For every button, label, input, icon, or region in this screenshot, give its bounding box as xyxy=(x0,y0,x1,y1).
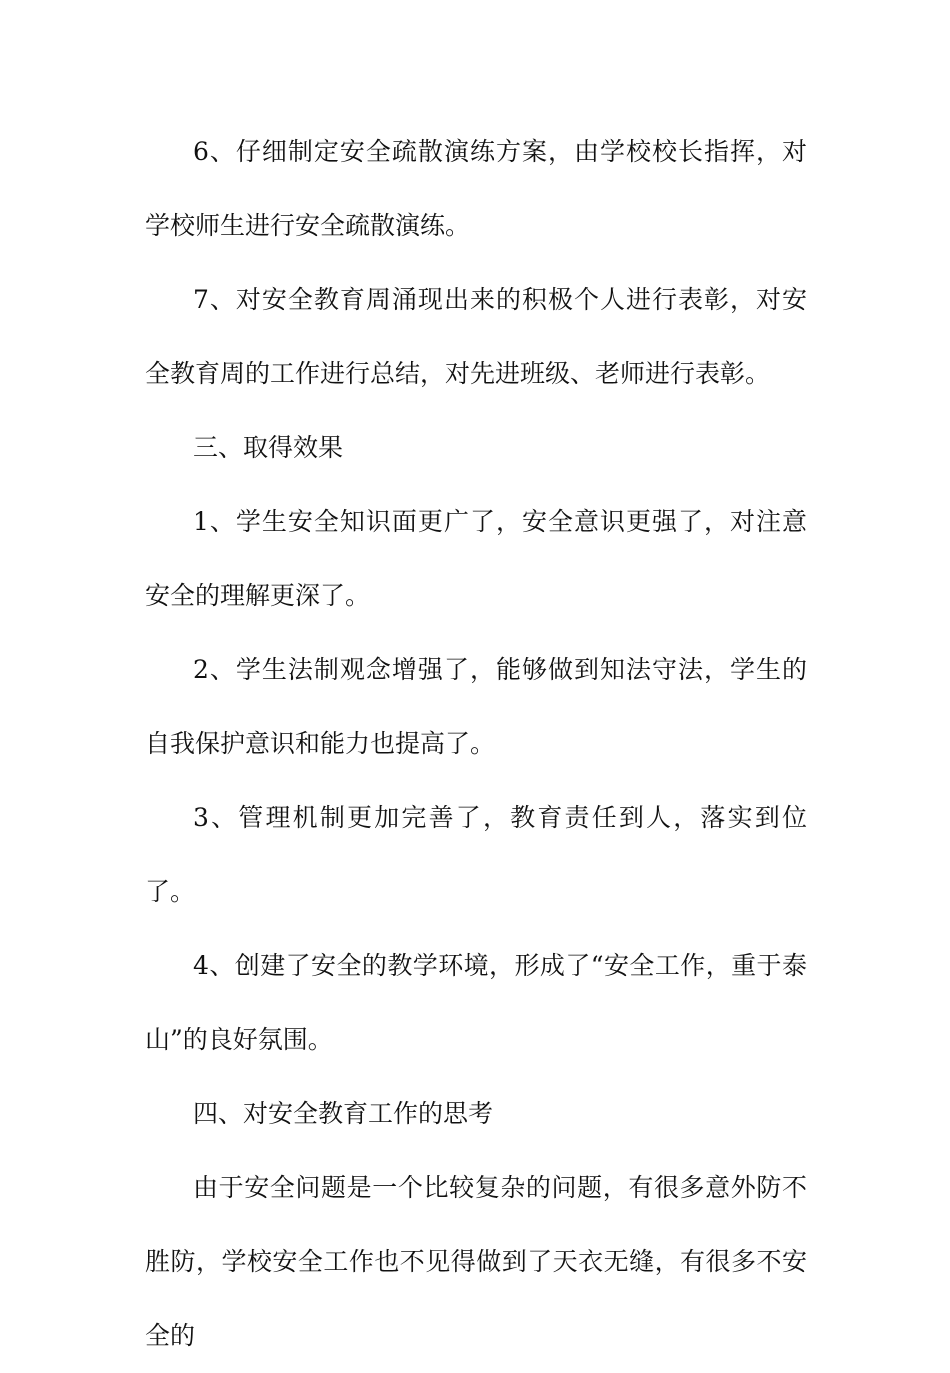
paragraph-reflection: 由于安全问题是一个比较复杂的问题，有很多意外防不胜防，学校安全工作也不见得做到了天衣无缝，有很多不安全的 xyxy=(145,1173,807,1350)
section-heading-results: 三、取得效果 xyxy=(193,433,344,462)
section-heading-reflection: 四、对安全教育工作的思考 xyxy=(193,1099,494,1128)
paragraph-item-6: 6、仔细制定安全疏散演练方案，由学校校长指挥，对学校师生进行安全疏散演练。 xyxy=(145,137,807,240)
paragraph-result-1: 1、学生安全知识面更广了，安全意识更强了，对注意安全的理解更深了。 xyxy=(145,507,807,610)
paragraph-result-3: 3、管理机制更加完善了，教育责任到人，落实到位了。 xyxy=(145,803,807,906)
paragraph-result-4: 4、创建了安全的教学环境，形成了“安全工作，重于泰山”的良好氛围。 xyxy=(145,951,807,1054)
document-body xyxy=(145,115,807,1373)
paragraph-item-7: 7、对安全教育周涌现出来的积极个人进行表彰，对安全教育周的工作进行总结，对先进班级、老师进行表彰。 xyxy=(145,285,807,388)
paragraph-result-2: 2、学生法制观念增强了，能够做到知法守法，学生的自我保护意识和能力也提高了。 xyxy=(145,655,807,758)
